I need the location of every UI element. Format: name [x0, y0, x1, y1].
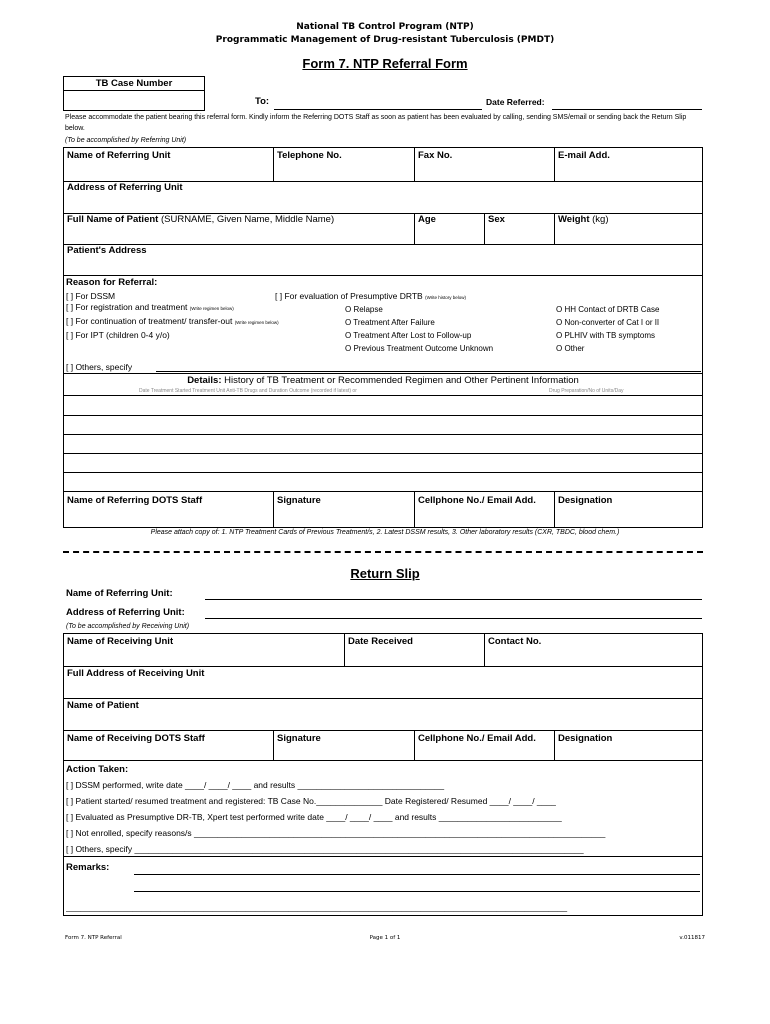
return-cellphone-label: Cellphone No./ Email Add. [418, 733, 536, 744]
option-hh-contact[interactable]: O HH Contact of DRTB Case [556, 305, 660, 314]
to-label: To: [255, 96, 270, 107]
program-subtitle: Programmatic Management of Drug-resistant Tuberculosis (PMDT) [215, 35, 555, 45]
reason-others-specify[interactable]: [ ] Others, specify [66, 362, 133, 372]
date-referred-label: Date Referred: [486, 97, 545, 107]
return-referring-unit-field[interactable] [205, 599, 702, 600]
referral-table [63, 147, 703, 276]
others-specify-line[interactable] [156, 371, 701, 372]
remarks-label: Remarks: [66, 862, 110, 873]
remarks-line-3[interactable]: __________________________________________________________________________________________________________ [66, 902, 568, 912]
email-label: E-mail Add. [558, 150, 610, 161]
return-designation-label: Designation [558, 733, 613, 744]
patient-full-name-label: Full Name of Patient (SURNAME, Given Name, Middle Name) [67, 214, 335, 225]
instructions-text: Please accommodate the patient bearing this referral form. Kindly inform the Referring DOTS Staff as soon as patient has been evaluated by calling, sending SMS/email or sending back the Return Slip below. [65, 114, 687, 132]
footer-page-number: Page 1 of 1 [369, 935, 401, 941]
remarks-line-2 [134, 891, 700, 892]
program-name: National TB Control Program (NTP) [296, 22, 474, 32]
option-other[interactable]: O Other [556, 344, 585, 353]
contact-no-label: Contact No. [488, 636, 542, 647]
reason-ipt[interactable]: [ ] For IPT (children 0-4 y/o) [66, 330, 170, 340]
reason-section [63, 275, 703, 374]
receiving-unit-note: (To be accomplished by Receiving Unit) [66, 623, 190, 630]
return-signature-label: Signature [277, 733, 321, 744]
reason-label: Reason for Referral: [66, 277, 158, 288]
reason-registration[interactable]: [ ] For registration and treatment (Write regimen below) [66, 302, 234, 312]
action-patient-started[interactable]: [ ] Patient started/ resumed treatment and registered: TB Case No.______________ Date Registered/ Resumed ____/ ____/ ____ [66, 796, 556, 806]
referring-unit-note: (To be accomplished by Referring Unit) [65, 137, 187, 144]
attachment-note: Please attach copy of: 1. NTP Treatment Cards of Previous Treatment/s, 2. Latest DSSM results, 3. Other laboratory results (CXR, TBDC, blood chem.) [150, 529, 620, 536]
remarks-field[interactable] [134, 874, 700, 875]
option-treatment-after-failure[interactable]: O Treatment After Failure [345, 318, 435, 327]
details-subheading-right: Drug Preparation/No of Units/Day [549, 388, 624, 394]
to-field[interactable] [274, 109, 482, 110]
action-dssm[interactable]: [ ] DSSM performed, write date ____/ ____/ ____ and results _______________________________ [66, 780, 445, 790]
reason-continuation[interactable]: [ ] For continuation of treatment/ transfer-out (Write regimen below) [66, 316, 279, 326]
tb-case-number-label: TB Case Number [95, 78, 173, 89]
return-referring-unit-label: Name of Referring Unit: [66, 588, 173, 599]
patient-name-label: Name of Patient [67, 700, 139, 711]
action-taken-label: Action Taken: [66, 764, 129, 775]
action-evaluated[interactable]: [ ] Evaluated as Presumptive DR-TB, Xpert test performed write date ____/ ____/ ____ and results __________________________ [66, 812, 562, 822]
cellphone-email-label: Cellphone No./ Email Add. [418, 495, 536, 506]
details-label: Details: History of TB Treatment or Recommended Regimen and Other Pertinent Information [187, 375, 579, 386]
option-previous-outcome-unknown[interactable]: O Previous Treatment Outcome Unknown [345, 344, 494, 353]
age-label: Age [418, 214, 436, 225]
option-relapse[interactable]: O Relapse [345, 305, 383, 314]
patient-address-label: Patient's Address [67, 245, 147, 256]
receiving-unit-address-label: Full Address of Receiving Unit [67, 668, 205, 679]
referring-unit-address-label: Address of Referring Unit [67, 182, 183, 193]
details-subheading-left: Date Treatment Started Treatment Unit Anti-TB Drugs and Duration Outcome (recorded if latest) or [139, 388, 357, 394]
referring-unit-name-label: Name of Referring Unit [67, 150, 171, 161]
action-others[interactable]: [ ] Others, specify _______________________________________________________________________________________________ [66, 844, 584, 854]
weight-label: Weight (kg) [558, 214, 609, 225]
referring-dots-staff-label: Name of Referring DOTS Staff [67, 495, 203, 506]
receiving-dots-staff-label: Name of Receiving DOTS Staff [67, 733, 205, 744]
form-title: Form 7. NTP Referral Form [302, 56, 468, 71]
designation-label: Designation [558, 495, 613, 506]
return-referring-address-field[interactable] [205, 618, 702, 619]
telephone-label: Telephone No. [277, 150, 342, 161]
return-slip-title: Return Slip [350, 566, 420, 581]
date-referred-field[interactable] [552, 109, 702, 110]
footer-version: v.011817 [679, 935, 705, 941]
date-received-label: Date Received [348, 636, 413, 647]
fax-label: Fax No. [418, 150, 453, 161]
action-taken-section [63, 760, 703, 916]
tb-case-number-field[interactable] [66, 92, 202, 109]
signature-label: Signature [277, 495, 321, 506]
tb-case-number-box [63, 76, 205, 111]
option-non-converter[interactable]: O Non-converter of Cat I or II [556, 318, 660, 327]
reason-dssm[interactable]: [ ] For DSSM [66, 291, 116, 301]
option-treatment-after-lost[interactable]: O Treatment After Lost to Follow-up [345, 331, 472, 340]
return-referring-address-label: Address of Referring Unit: [66, 607, 185, 618]
receiving-unit-name-label: Name of Receiving Unit [67, 636, 174, 647]
return-slip-table [63, 633, 703, 761]
action-not-enrolled[interactable]: [ ] Not enrolled, specify reasons/s _______________________________________________________________________________________ [66, 828, 606, 838]
cut-line [63, 551, 703, 553]
footer-form-name: Form 7. NTP Referral [65, 935, 122, 941]
option-plhiv[interactable]: O PLHIV with TB symptoms [556, 331, 655, 340]
sex-label: Sex [488, 214, 505, 225]
reason-presumptive-drtb[interactable]: [ ] For evaluation of Presumptive DRTB (Write history below) [275, 291, 467, 301]
details-section [63, 373, 703, 528]
